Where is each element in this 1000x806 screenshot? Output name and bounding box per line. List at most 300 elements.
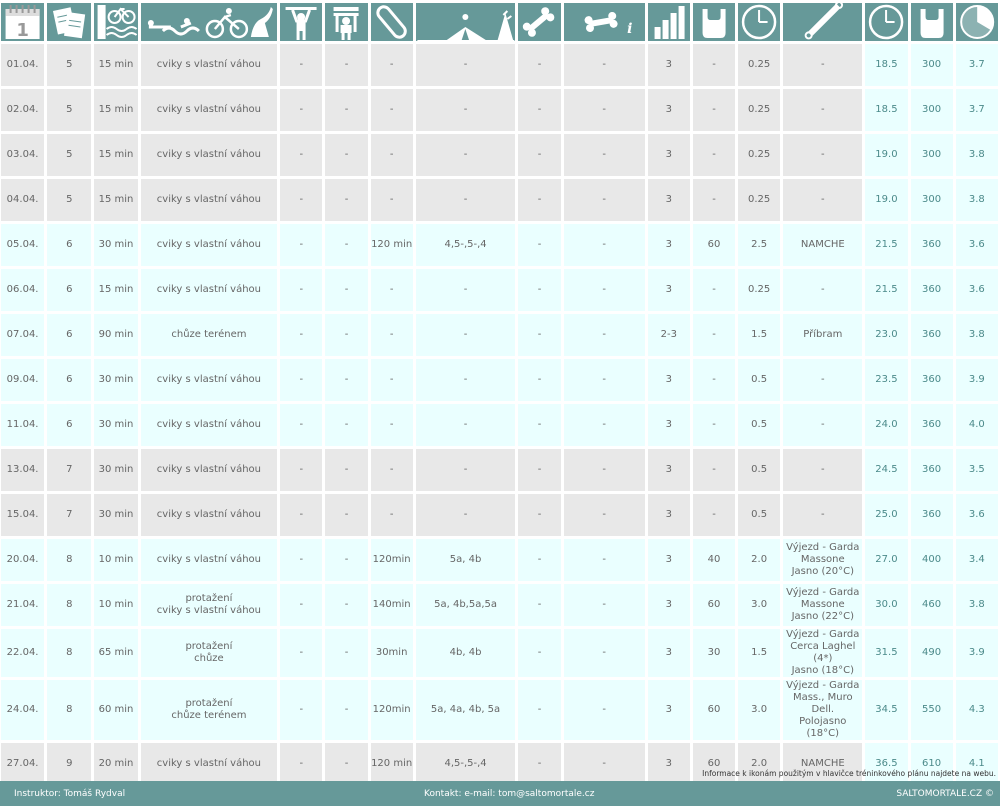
warmup-cell: 10 min — [94, 539, 137, 581]
total-hours-cell: 24.5 — [865, 449, 907, 491]
total-moves-cell: 400 — [911, 539, 953, 581]
warmup-cell: 30 min — [94, 494, 137, 536]
total-moves-cell: 360 — [911, 359, 953, 401]
table-row — [1, 629, 998, 677]
climb-time-cell: - — [371, 134, 413, 176]
table-row — [1, 269, 998, 311]
injury-cell: - — [518, 314, 560, 356]
intensity-cell: 3 — [648, 89, 690, 131]
pullups-cell: - — [280, 629, 322, 677]
carabiner-icon — [371, 3, 413, 41]
injury-note-cell: - — [564, 44, 645, 86]
week-cell: 6 — [47, 224, 91, 266]
injury-cell: - — [518, 224, 560, 266]
calendar-icon — [1, 3, 44, 41]
activity-cell: protažení cviky s vlastní váhou — [141, 584, 278, 626]
moves-cell: 60 — [693, 224, 735, 266]
average-cell: 3.8 — [956, 179, 998, 221]
average-cell: 4.3 — [956, 680, 998, 740]
moves-cell: - — [693, 134, 735, 176]
injury-cell: - — [518, 269, 560, 311]
routes-cell: - — [416, 449, 516, 491]
table-row — [1, 404, 998, 446]
week-cell: 8 — [47, 584, 91, 626]
location-cell: - — [783, 404, 862, 446]
injury-cell: - — [518, 680, 560, 740]
hours-cell: 1.5 — [738, 314, 780, 356]
routes-cell: - — [416, 89, 516, 131]
week-cell: 7 — [47, 494, 91, 536]
average-cell: 3.7 — [956, 44, 998, 86]
total-moves-cell: 300 — [911, 89, 953, 131]
triathlon-icon — [141, 3, 278, 41]
contact-label[interactable]: Kontakt: e-mail: tom@saltomortale.cz — [424, 789, 595, 799]
injury-note-cell: - — [564, 314, 645, 356]
moves-cell: - — [693, 269, 735, 311]
intensity-cell: 3 — [648, 224, 690, 266]
week-cell: 8 — [47, 539, 91, 581]
table-row — [1, 179, 998, 221]
pullup-icon — [280, 3, 322, 41]
average-cell: 3.8 — [956, 584, 998, 626]
hours-cell: 0.5 — [738, 359, 780, 401]
swim-bike-icon — [94, 3, 137, 41]
dips-cell: - — [325, 539, 367, 581]
bag-icon — [693, 3, 735, 41]
moves-cell: - — [693, 404, 735, 446]
clock-icon — [865, 3, 907, 41]
injury-cell: - — [518, 134, 560, 176]
climb-time-cell: - — [371, 449, 413, 491]
table-row — [1, 134, 998, 176]
injury-cell: - — [518, 44, 560, 86]
dips-cell: - — [325, 134, 367, 176]
average-cell: 3.9 — [956, 629, 998, 677]
climb-time-cell: - — [371, 359, 413, 401]
average-cell: 3.6 — [956, 269, 998, 311]
injury-note-cell: - — [564, 494, 645, 536]
hours-cell: 2.0 — [738, 539, 780, 581]
climb-time-cell: 120 min — [371, 743, 413, 785]
total-hours-cell: 25.0 — [865, 494, 907, 536]
pullups-cell: - — [280, 539, 322, 581]
location-cell: - — [783, 494, 862, 536]
moves-cell: 60 — [693, 680, 735, 740]
activity-cell: cviky s vlastní váhou — [141, 269, 278, 311]
warmup-cell: 15 min — [94, 44, 137, 86]
date-cell: 03.04. — [1, 134, 44, 176]
hours-cell: 0.5 — [738, 404, 780, 446]
pullups-cell: - — [280, 359, 322, 401]
moves-cell: - — [693, 44, 735, 86]
hours-cell: 0.5 — [738, 494, 780, 536]
moves-cell: 30 — [693, 629, 735, 677]
average-cell: 4.0 — [956, 404, 998, 446]
dips-cell: - — [325, 629, 367, 677]
injury-note-cell: - — [564, 269, 645, 311]
activity-cell: cviky s vlastní váhou — [141, 743, 278, 785]
week-cell: 6 — [47, 359, 91, 401]
svg-text:1: 1 — [16, 20, 29, 41]
warmup-cell: 15 min — [94, 269, 137, 311]
table-row — [1, 539, 998, 581]
activity-cell: protažení chůze — [141, 629, 278, 677]
intensity-cell: 3 — [648, 269, 690, 311]
injury-cell: - — [518, 449, 560, 491]
dips-cell: - — [325, 680, 367, 740]
warmup-cell: 20 min — [94, 743, 137, 785]
dips-cell: - — [325, 224, 367, 266]
total-moves-cell: 300 — [911, 44, 953, 86]
routes-cell: 5a, 4b,5a,5a — [416, 584, 516, 626]
dips-cell: - — [325, 404, 367, 446]
injury-note-cell: - — [564, 404, 645, 446]
total-hours-cell: 19.0 — [865, 179, 907, 221]
total-moves-cell: 300 — [911, 179, 953, 221]
pullups-cell: - — [280, 44, 322, 86]
location-cell: - — [783, 179, 862, 221]
total-hours-cell: 21.5 — [865, 269, 907, 311]
week-cell: 5 — [47, 134, 91, 176]
table-row — [1, 743, 998, 785]
footer-bar — [0, 781, 1000, 806]
activity-cell: cviky s vlastní váhou — [141, 224, 278, 266]
date-cell: 15.04. — [1, 494, 44, 536]
dips-cell: - — [325, 743, 367, 785]
activity-cell: cviky s vlastní váhou — [141, 539, 278, 581]
intensity-cell: 3 — [648, 404, 690, 446]
pullups-cell: - — [280, 743, 322, 785]
total-moves-cell: 300 — [911, 134, 953, 176]
climb-time-cell: 120 min — [371, 224, 413, 266]
intensity-cell: 3 — [648, 584, 690, 626]
table-row — [1, 680, 998, 740]
moves-cell: - — [693, 89, 735, 131]
header-row — [1, 3, 998, 41]
dips-cell: - — [325, 584, 367, 626]
location-cell: - — [783, 134, 862, 176]
site-label[interactable]: SALTOMORTALE.CZ © — [896, 789, 994, 799]
table-row — [1, 584, 998, 626]
intensity-bars-icon — [648, 3, 690, 41]
routes-cell: 4,5-,5-,4 — [416, 743, 516, 785]
total-moves-cell: 360 — [911, 269, 953, 311]
pullups-cell: - — [280, 680, 322, 740]
dips-cell: - — [325, 494, 367, 536]
climb-time-cell: 30min — [371, 629, 413, 677]
injury-note-cell: - — [564, 680, 645, 740]
injury-cell: - — [518, 359, 560, 401]
pullups-cell: - — [280, 584, 322, 626]
moves-cell: - — [693, 314, 735, 356]
dips-cell: - — [325, 449, 367, 491]
location-cell: - — [783, 269, 862, 311]
dips-cell: - — [325, 89, 367, 131]
warmup-cell: 15 min — [94, 134, 137, 176]
date-cell: 06.04. — [1, 269, 44, 311]
hours-cell: 3.0 — [738, 584, 780, 626]
average-cell: 3.8 — [956, 134, 998, 176]
climb-time-cell: - — [371, 44, 413, 86]
average-cell: 4.1 — [956, 743, 998, 785]
activity-cell: cviky s vlastní váhou — [141, 404, 278, 446]
warmup-cell: 30 min — [94, 449, 137, 491]
pullups-cell: - — [280, 224, 322, 266]
week-cell: 8 — [47, 680, 91, 740]
date-cell: 21.04. — [1, 584, 44, 626]
total-hours-cell: 36.5 — [865, 743, 907, 785]
average-cell: 3.5 — [956, 449, 998, 491]
intensity-cell: 2-3 — [648, 314, 690, 356]
injury-note-cell: - — [564, 359, 645, 401]
moves-cell: 60 — [693, 584, 735, 626]
average-cell: 3.6 — [956, 224, 998, 266]
activity-cell: cviky s vlastní váhou — [141, 359, 278, 401]
total-moves-cell: 360 — [911, 494, 953, 536]
date-cell: 22.04. — [1, 629, 44, 677]
hours-cell: 2.0 — [738, 743, 780, 785]
routes-cell: - — [416, 179, 516, 221]
dips-cell: - — [325, 44, 367, 86]
total-moves-cell: 460 — [911, 584, 953, 626]
injury-note-cell: - — [564, 134, 645, 176]
routes-cell: - — [416, 359, 516, 401]
intensity-cell: 3 — [648, 743, 690, 785]
week-cell: 5 — [47, 44, 91, 86]
routes-cell: 4b, 4b — [416, 629, 516, 677]
warmup-cell: 10 min — [94, 584, 137, 626]
injury-note-cell: - — [564, 584, 645, 626]
moves-cell: - — [693, 359, 735, 401]
climb-time-cell: - — [371, 89, 413, 131]
total-hours-cell: 31.5 — [865, 629, 907, 677]
location-cell: Příbram — [783, 314, 862, 356]
warmup-cell: 30 min — [94, 224, 137, 266]
total-moves-cell: 550 — [911, 680, 953, 740]
average-cell: 3.4 — [956, 539, 998, 581]
icon-info-footnote: Informace k ikonám použitým v hlavičce tréninkového plánu najdete na webu. — [702, 769, 996, 778]
intensity-cell: 3 — [648, 494, 690, 536]
moves-cell: - — [693, 494, 735, 536]
date-cell: 27.04. — [1, 743, 44, 785]
week-cell: 9 — [47, 743, 91, 785]
table-row — [1, 449, 998, 491]
warmup-cell: 90 min — [94, 314, 137, 356]
pullups-cell: - — [280, 134, 322, 176]
total-moves-cell: 360 — [911, 314, 953, 356]
total-moves-cell: 610 — [911, 743, 953, 785]
injury-cell: - — [518, 404, 560, 446]
moves-cell: 60 — [693, 743, 735, 785]
pullups-cell: - — [280, 404, 322, 446]
injury-note-cell: - — [564, 89, 645, 131]
average-cell: 3.7 — [956, 89, 998, 131]
routes-cell: 5a, 4b — [416, 539, 516, 581]
total-hours-cell: 34.5 — [865, 680, 907, 740]
injury-cell: - — [518, 539, 560, 581]
hours-cell: 0.25 — [738, 134, 780, 176]
average-cell: 3.9 — [956, 359, 998, 401]
injury-cell: - — [518, 584, 560, 626]
routes-cell: - — [416, 494, 516, 536]
average-cell: 3.6 — [956, 494, 998, 536]
injury-note-cell: - — [564, 539, 645, 581]
intensity-cell: 3 — [648, 680, 690, 740]
date-cell: 09.04. — [1, 359, 44, 401]
week-cell: 7 — [47, 449, 91, 491]
injury-note-cell: - — [564, 449, 645, 491]
location-cell: - — [783, 359, 862, 401]
table-row — [1, 314, 998, 356]
pullups-cell: - — [280, 89, 322, 131]
climb-time-cell: - — [371, 404, 413, 446]
total-hours-cell: 18.5 — [865, 89, 907, 131]
dips-cell: - — [325, 314, 367, 356]
week-cell: 6 — [47, 269, 91, 311]
location-cell: Výjezd - Garda Mass., Muro Dell. Polojasno (18°C) — [783, 680, 862, 740]
week-cell: 5 — [47, 179, 91, 221]
week-cell: 8 — [47, 629, 91, 677]
total-moves-cell: 360 — [911, 404, 953, 446]
climb-time-cell: - — [371, 179, 413, 221]
table-row — [1, 224, 998, 266]
pullups-cell: - — [280, 314, 322, 356]
dip-icon — [325, 3, 367, 41]
date-cell: 05.04. — [1, 224, 44, 266]
climb-time-cell: 120min — [371, 539, 413, 581]
location-cell: Výjezd - Garda Cerca Laghel (4*) Jasno (18°C) — [783, 629, 862, 677]
location-cell: - — [783, 449, 862, 491]
climb-time-cell: 120min — [371, 680, 413, 740]
pullups-cell: - — [280, 494, 322, 536]
injury-cell: - — [518, 629, 560, 677]
total-hours-cell: 19.0 — [865, 134, 907, 176]
clock-icon — [738, 3, 780, 41]
activity-cell: cviky s vlastní váhou — [141, 494, 278, 536]
activity-cell: cviky s vlastní váhou — [141, 134, 278, 176]
injury-cell: - — [518, 494, 560, 536]
moves-cell: 40 — [693, 539, 735, 581]
activity-cell: cviky s vlastní váhou — [141, 449, 278, 491]
date-cell: 24.04. — [1, 680, 44, 740]
hours-cell: 3.0 — [738, 680, 780, 740]
activity-cell: cviky s vlastní váhou — [141, 89, 278, 131]
hours-cell: 1.5 — [738, 629, 780, 677]
hours-cell: 0.5 — [738, 449, 780, 491]
climb-time-cell: - — [371, 494, 413, 536]
moves-cell: - — [693, 179, 735, 221]
injury-cell: - — [518, 179, 560, 221]
activity-cell: protažení chůze terénem — [141, 680, 278, 740]
instructor-label: Instruktor: Tomáš Rydval — [14, 789, 126, 799]
hours-cell: 0.25 — [738, 44, 780, 86]
hours-cell: 0.25 — [738, 89, 780, 131]
routes-cell: - — [416, 314, 516, 356]
date-cell: 20.04. — [1, 539, 44, 581]
date-cell: 13.04. — [1, 449, 44, 491]
intensity-cell: 3 — [648, 179, 690, 221]
routes-cell: - — [416, 44, 516, 86]
week-cell: 5 — [47, 89, 91, 131]
pullups-cell: - — [280, 269, 322, 311]
injury-icon — [518, 3, 560, 41]
routes-cell: - — [416, 404, 516, 446]
intensity-cell: 3 — [648, 539, 690, 581]
total-moves-cell: 360 — [911, 224, 953, 266]
activity-cell: cviky s vlastní váhou — [141, 44, 278, 86]
routes-cell: 5a, 4a, 4b, 5a — [416, 680, 516, 740]
climbing-route-icon — [416, 3, 516, 41]
injury-note-cell: - — [564, 179, 645, 221]
date-cell: 01.04. — [1, 44, 44, 86]
quickdraw-icon — [783, 3, 862, 41]
warmup-cell: 60 min — [94, 680, 137, 740]
total-hours-cell: 18.5 — [865, 44, 907, 86]
injury-cell: - — [518, 743, 560, 785]
hours-cell: 2.5 — [738, 224, 780, 266]
average-cell: 3.8 — [956, 314, 998, 356]
intensity-cell: 3 — [648, 44, 690, 86]
location-cell: Výjezd - Garda Massone Jasno (22°C) — [783, 584, 862, 626]
routes-cell: 4,5-,5-,4 — [416, 224, 516, 266]
injury-cell: - — [518, 89, 560, 131]
activity-cell: cviky s vlastní váhou — [141, 179, 278, 221]
location-cell: NAMCHE — [783, 743, 862, 785]
injury-note-cell: - — [564, 743, 645, 785]
warmup-cell: 30 min — [94, 404, 137, 446]
pullups-cell: - — [280, 179, 322, 221]
svg-text:i: i — [626, 21, 632, 37]
table-row — [1, 44, 998, 86]
climb-time-cell: - — [371, 269, 413, 311]
moves-cell: - — [693, 449, 735, 491]
location-cell: NAMCHE — [783, 224, 862, 266]
table-row — [1, 89, 998, 131]
week-cell: 6 — [47, 404, 91, 446]
date-cell: 07.04. — [1, 314, 44, 356]
week-cell: 6 — [47, 314, 91, 356]
location-cell: - — [783, 89, 862, 131]
total-hours-cell: 27.0 — [865, 539, 907, 581]
intensity-cell: 3 — [648, 134, 690, 176]
total-hours-cell: 24.0 — [865, 404, 907, 446]
injury-note-cell: - — [564, 224, 645, 266]
routes-cell: - — [416, 134, 516, 176]
table-body — [1, 44, 998, 785]
intensity-cell: 3 — [648, 359, 690, 401]
table-row — [1, 494, 998, 536]
pie-icon — [956, 3, 998, 41]
warmup-cell: 30 min — [94, 359, 137, 401]
bag-icon — [911, 3, 953, 41]
hours-cell: 0.25 — [738, 269, 780, 311]
date-cell: 04.04. — [1, 179, 44, 221]
location-cell: - — [783, 44, 862, 86]
total-hours-cell: 23.0 — [865, 314, 907, 356]
warmup-cell: 15 min — [94, 179, 137, 221]
pullups-cell: - — [280, 449, 322, 491]
dips-cell: - — [325, 269, 367, 311]
date-cell: 11.04. — [1, 404, 44, 446]
warmup-cell: 15 min — [94, 89, 137, 131]
intensity-cell: 3 — [648, 629, 690, 677]
total-hours-cell: 30.0 — [865, 584, 907, 626]
injury-note-cell: - — [564, 629, 645, 677]
climb-time-cell: - — [371, 314, 413, 356]
routes-cell: - — [416, 269, 516, 311]
hours-cell: 0.25 — [738, 179, 780, 221]
total-moves-cell: 360 — [911, 449, 953, 491]
